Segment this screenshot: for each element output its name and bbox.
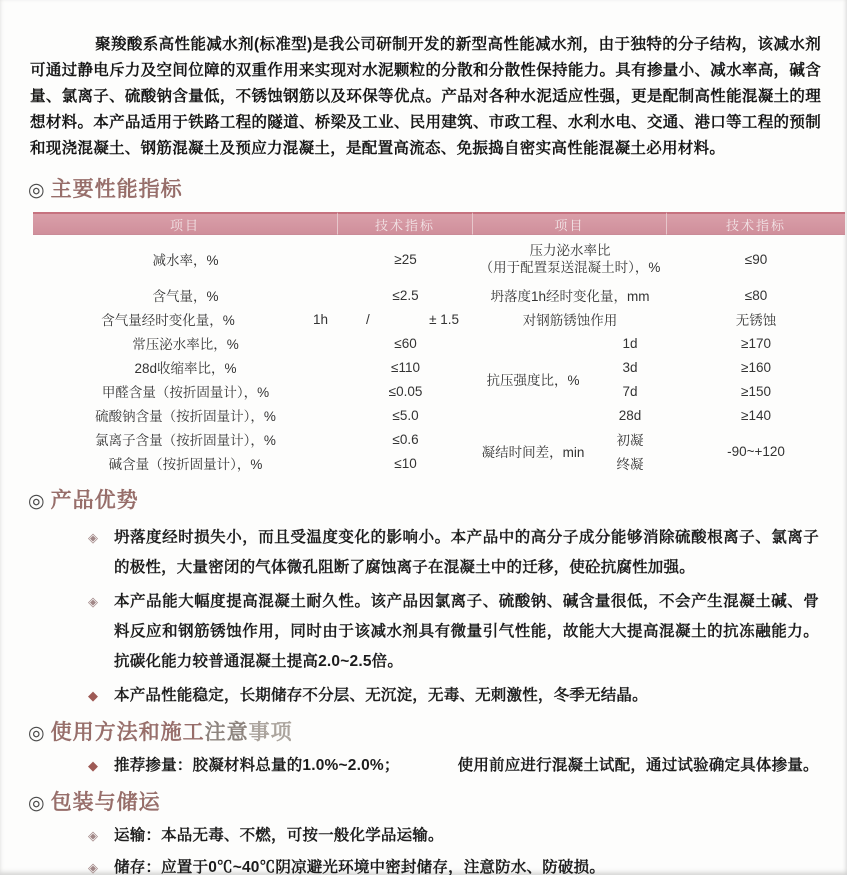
table-row-label: 硫酸钠含量（按折固量计），% xyxy=(95,409,276,424)
table-row-label: 常压泌水率比，% xyxy=(132,337,239,352)
section-marker-icon: ◎ xyxy=(28,793,46,814)
section-heading-packaging xyxy=(28,789,847,817)
table-row-age: 28d xyxy=(618,407,642,423)
table-row-sublabel: 终凝 xyxy=(616,457,644,472)
list-item-text: 本产品能大幅度提高混凝土耐久性。该产品因氯离子、硫酸钠、碱含量很低，不会产生混凝土碱、骨料反应和钢筋锈蚀作用，同时由于该减水剂具有微量引气性能，故能大大提高混凝土的抗冻融能力。抗碳化能力较普通混凝土提高2.0~2.5倍。 xyxy=(114,593,819,670)
table-row-value: ≥150 xyxy=(741,383,771,399)
section-title-tail: 事项 xyxy=(248,721,293,744)
table-row-value: -90~+120 xyxy=(727,443,785,459)
label-line1: 压力泌水率比 xyxy=(529,243,611,258)
section-marker-icon: ◎ xyxy=(28,491,46,512)
usage-list xyxy=(88,751,819,781)
table-row-label: 氯离子含量（按折固量计），% xyxy=(95,433,276,448)
table-row-sublabel: 初凝 xyxy=(616,433,644,448)
diamond-bullet-icon: ◆ xyxy=(88,758,98,773)
list-item xyxy=(88,681,819,711)
table-row-value: ≤60 xyxy=(394,335,417,351)
advantages-list xyxy=(88,523,819,711)
table-row-value: ≤5.0 xyxy=(392,407,419,423)
section-title-main: 使用方法和施工 xyxy=(50,721,205,744)
table-row-label: 坍落度1h经时变化量，mm xyxy=(490,289,650,304)
diamond-bullet-icon: ◈ xyxy=(88,530,98,545)
table-row-value-split xyxy=(338,307,473,331)
section-title: 产品优势 xyxy=(50,489,139,512)
table-row-value: ≤2.5 xyxy=(392,287,419,303)
section-title: 主要性能指标 xyxy=(50,178,183,201)
table-row-value: ≥140 xyxy=(741,407,771,423)
table-row-label: 含气量，% xyxy=(152,289,219,304)
table-row-label xyxy=(473,235,667,283)
table-group-label-strength: 抗压强度比，% xyxy=(486,373,580,388)
table-row-value: ≥25 xyxy=(394,251,417,267)
table-row-label: 对钢筋锈蚀作用 xyxy=(522,313,618,328)
dosage-recommendation: 推荐掺量：胶凝材料总量的1.0%~2.0%； xyxy=(114,757,400,774)
table-header-spec-left: 技术指标 xyxy=(338,212,473,235)
diamond-bullet-icon: ◆ xyxy=(88,688,98,703)
table-row-value: ≤90 xyxy=(744,251,768,267)
section-heading-performance xyxy=(28,176,847,204)
list-item-text: 储存：应置于0℃~40℃阴凉避光环境中密封储存，注意防水、防破损。 xyxy=(114,859,606,875)
table-header-item-right: 项目 xyxy=(473,212,667,235)
table-row-age: 7d xyxy=(622,383,638,399)
section-marker-icon: ◎ xyxy=(28,723,46,744)
table-row-value: ≤0.05 xyxy=(388,383,423,399)
table-row-label: 28d收缩率比，% xyxy=(134,361,237,376)
section-marker-icon: ◎ xyxy=(28,180,46,201)
list-item xyxy=(88,523,819,583)
table-row-value: ≥160 xyxy=(741,359,771,375)
spacer xyxy=(400,751,458,781)
value-slash: / xyxy=(366,311,370,327)
section-title: 包装与储运 xyxy=(50,791,161,814)
value-tolerance: ± 1.5 xyxy=(429,311,459,327)
list-item-text: 坍落度经时损失小，而且受温度变化的影响小。本产品中的高分子成分能够消除硫酸根离子、氯离子的极性，大量密闭的气体微孔阻断了腐蚀离子在混凝土中的迁移，使砼抗腐性加强。 xyxy=(114,529,819,576)
table-row-age: 1d xyxy=(622,335,638,351)
label-line2: （用于配置泵送混凝土时），% xyxy=(479,260,661,275)
list-item xyxy=(88,587,819,677)
table-row-label: 含气量经时变化量，% xyxy=(101,313,235,328)
section-title-mid: 注意 xyxy=(204,721,249,744)
dosage-note: 使用前应进行混凝土试配，通过试验确定具体掺量。 xyxy=(457,757,819,774)
list-item-text xyxy=(114,751,819,781)
table-group-label-setting: 凝结时间差，min xyxy=(481,445,585,460)
list-item xyxy=(88,853,819,875)
intro-paragraph: 聚羧酸系高性能减水剂(标准型)是我公司研制开发的新型高性能减水剂，由于独特的分子结构，该减水剂可通过静电斥力及空间位障的双重作用来实现对水泥颗粒的分散和分散性保持能力。具有掺量小、减水率高，碱含量、氯离子、硫酸钠含量低，不锈蚀钢筋以及环保等优点。产品对各种水泥适应性强，更是配制高性能混凝土的理想材料。本产品适用于铁路工程的隧道、桥梁及工业、民用建筑、市政工程、水利水电、交通、港口等工程的预制和现浇混凝土、钢筋混凝土及预应力混凝土，是配置高流态、免振捣自密实高性能混凝土必用材料。 xyxy=(30,36,821,157)
performance-table xyxy=(33,212,845,475)
diamond-bullet-icon: ◈ xyxy=(88,594,98,609)
table-row-value: ≤0.6 xyxy=(392,431,419,447)
table-row-value: ≤110 xyxy=(391,359,420,375)
table-row-label: 甲醛含量（按折固量计），% xyxy=(101,385,270,400)
list-item-text: 运输：本品无毒、不燃，可按一般化学品运输。 xyxy=(114,827,444,844)
table-row-label: 减水率，% xyxy=(152,253,219,268)
table-row-value: ≤80 xyxy=(744,287,768,303)
section-heading-usage xyxy=(28,719,847,747)
table-row-sublabel: 1h xyxy=(312,311,329,327)
table-row-age: 3d xyxy=(622,359,638,375)
list-item xyxy=(88,751,819,781)
table-row-value: ≥170 xyxy=(741,335,771,351)
table-row-label: 碱含量（按折固量计），% xyxy=(108,457,263,472)
table-row-value: 无锈蚀 xyxy=(735,313,777,328)
table-header-spec-right: 技术指标 xyxy=(667,212,845,235)
list-item xyxy=(88,821,819,851)
table-header-item-left: 项目 xyxy=(33,212,338,235)
diamond-bullet-icon: ◈ xyxy=(88,828,98,843)
packaging-list xyxy=(88,821,819,875)
section-heading-advantages xyxy=(28,487,847,515)
list-item-text: 本产品性能稳定，长期储存不分层、无沉淀，无毒、无刺激性，冬季无结晶。 xyxy=(114,687,648,704)
table-row-value: ≤10 xyxy=(394,455,417,471)
diamond-bullet-icon: ◈ xyxy=(88,860,98,875)
